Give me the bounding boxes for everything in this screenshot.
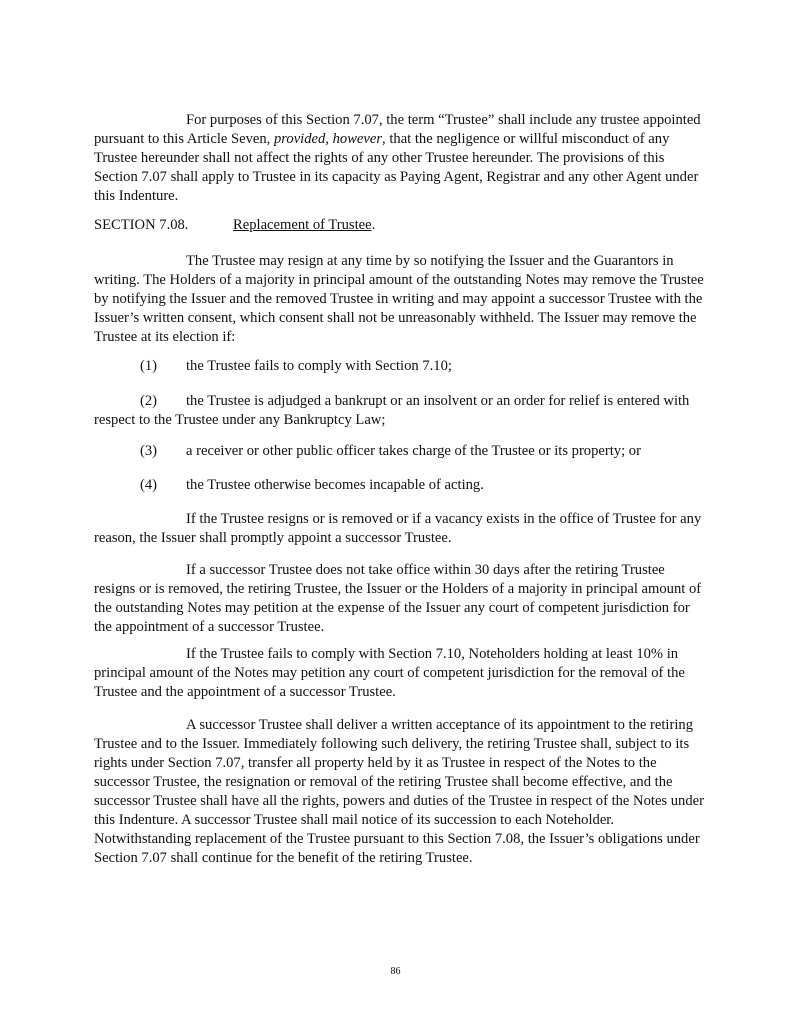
paragraph-successor-acceptance: A successor Trustee shall deliver a written acceptance of its appointment to the retiring Trustee and to the Issuer. Immediately following such delivery, the retiring Trustee shall, subject to its rights under Section 7.07, transfer all property held by it as Trustee in respect of the Notes to the successor Trustee, the resignation or removal of the retiring Trustee shall become effective, and the successor Trustee shall have all the rights, powers and duties of the Trustee in respect of the Notes under this Indenture. A successor Trustee shall mail notice of its succession to each Noteholder. Notwithstanding replacement of the Trustee pursuant to this Section 7.08, the Issuer’s obligations under Section 7.07 shall continue for the benefit of the retiring Trustee. <box>94 717 704 866</box>
list-item-number: (4) <box>140 477 158 493</box>
list-item-text: the Trustee otherwise becomes incapable of acting. <box>186 477 484 493</box>
paragraph-text: , that the negligence or willful misconduct of any Trustee hereunder shall not affect the rights of any other Trustee hereunder. The provisions of this Section 7.07 shall apply to Trustee in its capacity as Paying Agent, Registrar and any other Agent under this Indenture. <box>94 131 699 204</box>
list-item <box>94 442 706 461</box>
section-heading <box>94 216 706 235</box>
section-title: Replacement of Trustee <box>233 217 372 233</box>
emphasis-text: provided, however <box>273 131 383 147</box>
list-item-text: the Trustee fails to comply with Section 7.10; <box>186 358 452 374</box>
list-item-number: (1) <box>140 358 158 374</box>
paragraph-resignation: The Trustee may resign at any time by so notifying the Issuer and the Guarantors in writing. The Holders of a majority in principal amount of the outstanding Notes may remove the Trustee by notifying the Issuer and the removed Trustee in writing and may appoint a successor Trustee with the Issuer’s written consent, which consent shall not be unreasonably withheld. The Issuer may remove the Trustee at its election if: <box>94 253 704 345</box>
paragraph-successor-petition: If a successor Trustee does not take office within 30 days after the retiring Trustee resigns or is removed, the retiring Trustee, the Issuer or the Holders of a majority in principal amount of the outstanding Notes may petition at the expense of the Issuer any court of competent jurisdiction for the appointment of a successor Trustee. <box>94 562 702 635</box>
paragraph-text: For purposes of this Section 7.07, the term “Trustee” shall include any trustee appointed pursuant to this Article Seven, <box>94 112 701 147</box>
paragraph-noteholder-petition: If the Trustee fails to comply with Section 7.10, Noteholders holding at least 10% in principal amount of the Notes may petition any court of competent jurisdiction for the removal of the Trustee and the appointment of a successor Trustee. <box>94 646 685 700</box>
list-item <box>94 357 706 376</box>
section-number: SECTION 7.08. <box>94 217 189 233</box>
list-item-text: the Trustee is adjudged a bankrupt or an insolvent or an order for relief is entered with respect to the Trustee under any Bankruptcy Law; <box>94 393 690 428</box>
list-item <box>94 476 706 495</box>
paragraph-trustee-definition <box>94 111 706 206</box>
list-item-text: a receiver or other public officer takes charge of the Trustee or its property; or <box>186 443 641 459</box>
list-item <box>94 392 706 430</box>
section-title-period: . <box>371 217 376 233</box>
page-number: 86 <box>390 966 401 977</box>
list-item-number: (3) <box>140 443 158 459</box>
paragraph-vacancy: If the Trustee resigns or is removed or if a vacancy exists in the office of Trustee for any reason, the Issuer shall promptly appoint a successor Trustee. <box>94 511 702 546</box>
list-item-number: (2) <box>140 393 158 409</box>
